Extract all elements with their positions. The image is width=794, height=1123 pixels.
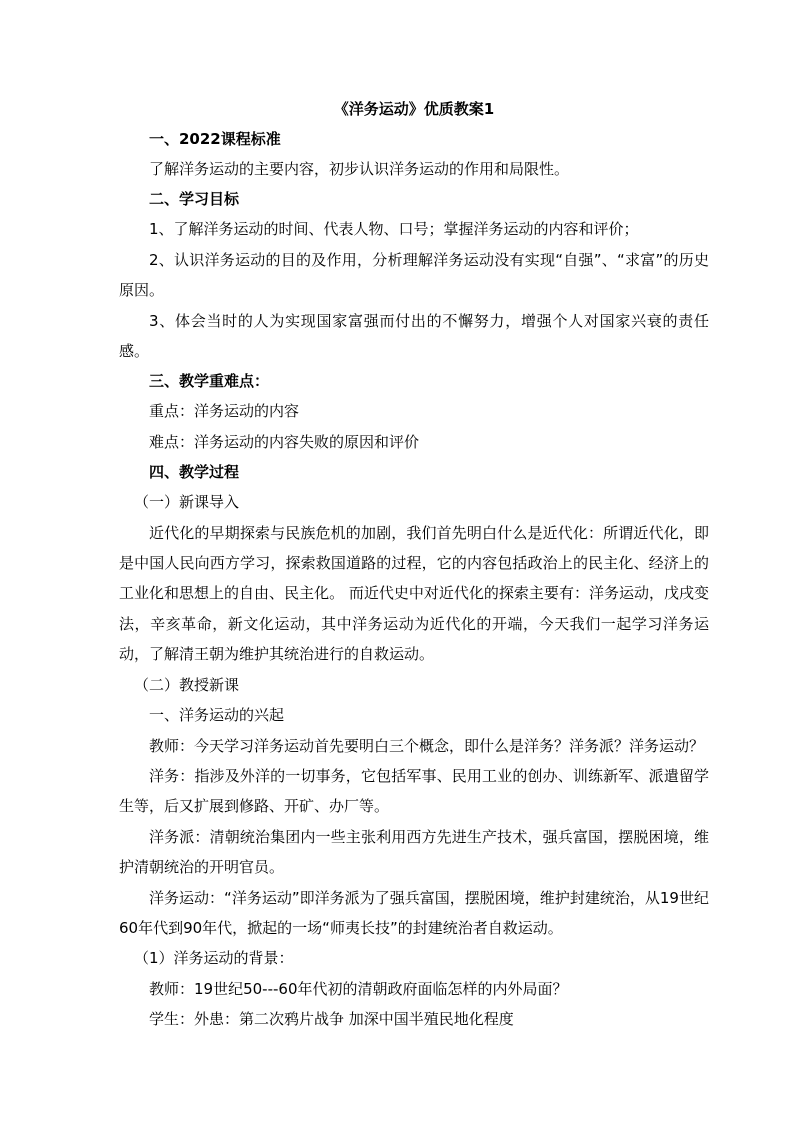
- paragraph: 教师：19世纪50---60年代初的清朝政府面临怎样的内外局面？: [149, 979, 568, 998]
- paragraph: 了解洋务运动的主要内容，初步认识洋务运动的作用和局限性。: [149, 160, 570, 178]
- section-heading-process: 四、教学过程: [149, 463, 240, 482]
- section-heading-curriculum: 一、2022课程标准: [149, 130, 281, 148]
- paragraph: 学生：外患：第二次鸦片战争 加深中国半殖民地化程度: [149, 1010, 514, 1029]
- paragraph: 难点：洋务运动的内容失败的原因和评价: [149, 432, 420, 451]
- paragraph: 洋务派：清朝统治集团内一些主张利用西方先进生产技术，强兵富国，摆脱困境，维护清朝统治的开明官员。: [119, 827, 709, 877]
- section-heading-key-points: 三、教学重难点：: [149, 372, 270, 391]
- paragraph: 洋务：指涉及外洋的一切事务，它包括军事、民用工业的创办、训练新军、派遣留学生等，后又扩展到修路、开矿、办厂等。: [119, 766, 709, 816]
- paragraph: 3、体会当时的人为实现国家富强而付出的不懈努力，增强个人对国家兴衰的责任感。: [119, 311, 709, 361]
- paragraph: 1、了解洋务运动的时间、代表人物、口号；掌握洋务运动的内容和评价；: [149, 220, 639, 239]
- document-title: 《洋务运动》优质教案1: [333, 100, 495, 118]
- paragraph: 重点：洋务运动的内容: [149, 402, 300, 421]
- paragraph: 一、洋务运动的兴起: [149, 706, 285, 725]
- section-heading-goals: 二、学习目标: [149, 190, 240, 209]
- paragraph: 洋务运动：“洋务运动”即洋务派为了强兵富国，摆脱困境，维护封建统治，从19世纪60年代到90年代，掀起的一场“师夷长技”的封建统治者自救运动。: [119, 888, 709, 937]
- paragraph: 2、认识洋务运动的目的及作用，分析理解洋务运动没有实现“自强”、“求富”的历史原因。: [119, 250, 709, 300]
- subsection-heading: （1）洋务运动的背景：: [134, 949, 294, 968]
- subsection-heading: （一）新课导入: [134, 493, 240, 512]
- paragraph: 教师：今天学习洋务运动首先要明白三个概念，即什么是洋务？洋务派？洋务运动？: [149, 736, 705, 755]
- subsection-heading: （二）教授新课: [134, 675, 240, 694]
- document-page: [119, 95, 709, 1035]
- paragraph: 近代化的早期探索与民族危机的加剧，我们首先明白什么是近代化：所谓近代化，即是中国人民向西方学习，探索救国道路的过程，它的内容包括政治上的民主化、经济上的工业化和思想上的自由、民主化。 而近代史中对近代化的探索主要有：洋务运动，戊戌变法，辛亥革命，新文化运动，其中洋务运动为近代化的开端，今天我们一起学习洋务运动，了解清王朝为维护其统治进行的自救运动。: [119, 523, 709, 664]
